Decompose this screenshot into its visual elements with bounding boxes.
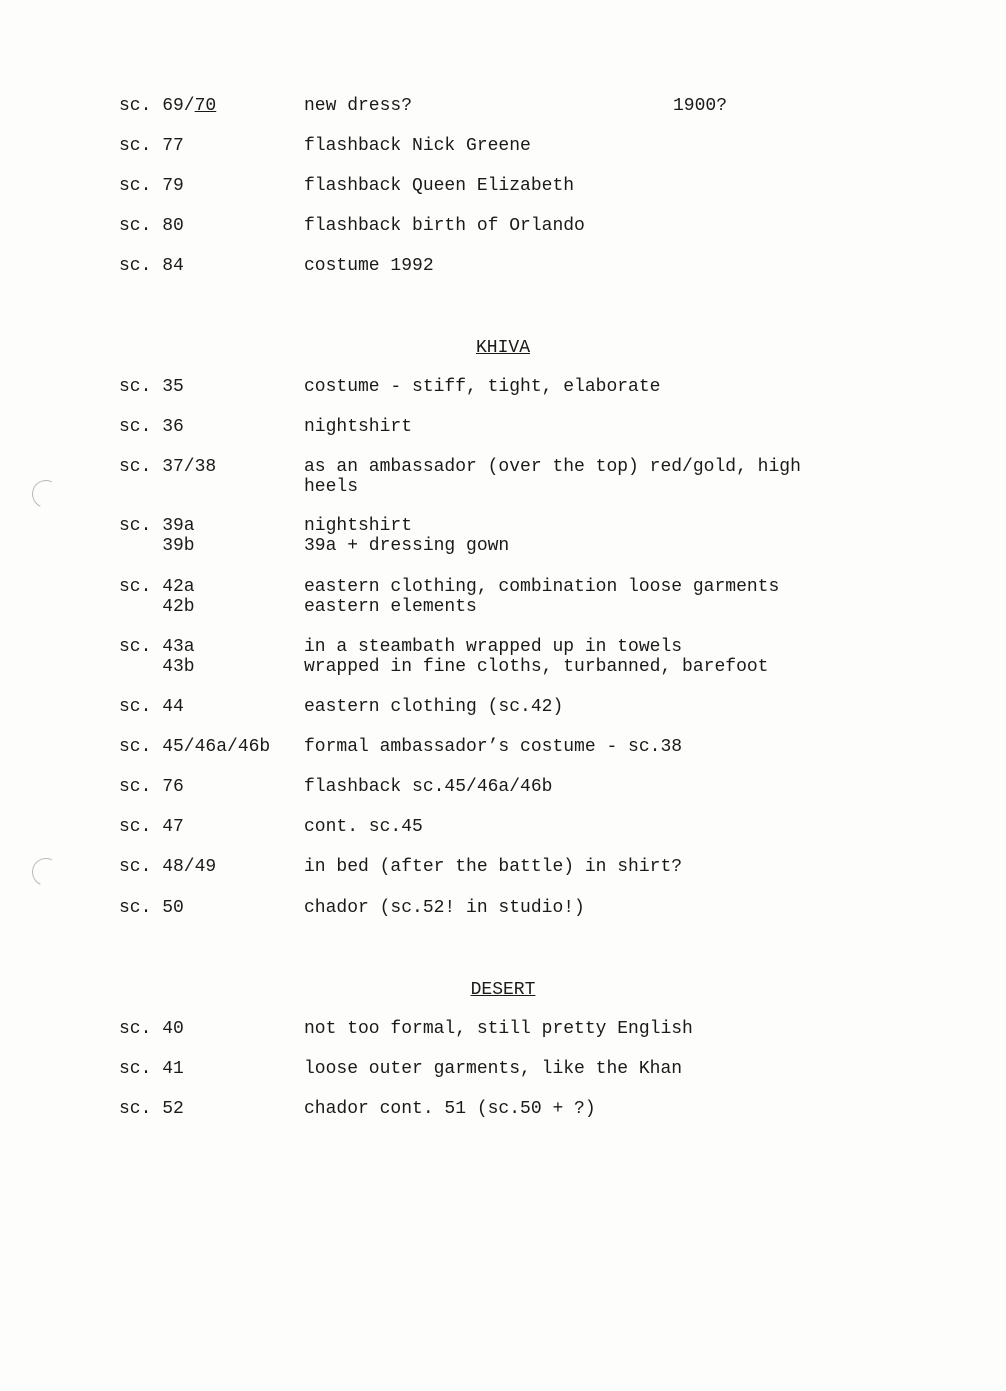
scene-description: formal ambassador’s costume - sc.38 [304, 737, 683, 757]
scene-number: sc. 52 [119, 1099, 184, 1119]
scene-number: sc. 48/49 [119, 857, 217, 877]
scene-description: new dress? [304, 96, 413, 116]
scene-number: sc. 47 [119, 817, 184, 837]
scene-number: sc. 69/70 [119, 96, 217, 116]
scene-description: as an ambassador (over the top) red/gold, high heels [304, 457, 801, 497]
scene-number: sc. 79 [119, 176, 184, 196]
section-heading-khiva: KHIVA [475, 338, 530, 358]
scene-number: sc. 80 [119, 216, 184, 236]
scene-number: sc. 45/46a/46b [119, 737, 271, 757]
scene-number: sc. 84 [119, 256, 184, 276]
scene-year-note: 1900? [673, 96, 728, 116]
scene-description: in a steambath wrapped up in towels wrapped in fine cloths, turbanned, barefoot [304, 637, 769, 677]
scene-description: costume 1992 [304, 256, 434, 276]
scene-description: flashback Queen Elizabeth [304, 176, 575, 196]
scene-description: chador cont. 51 (sc.50 + ?) [304, 1099, 596, 1119]
scene-number: sc. 35 [119, 377, 184, 397]
scene-description: costume - stiff, tight, elaborate [304, 377, 661, 397]
scene-number: sc. 39a 39b [119, 516, 195, 556]
scene-description: in bed (after the battle) in shirt? [304, 857, 683, 877]
scene-number: sc. 40 [119, 1019, 184, 1039]
scene-number: sc. 44 [119, 697, 184, 717]
scene-number: sc. 41 [119, 1059, 184, 1079]
scene-number: sc. 43a 43b [119, 637, 195, 677]
scene-description: nightshirt [304, 417, 413, 437]
scene-description: chador (sc.52! in studio!) [304, 898, 585, 918]
section-heading-desert: DESERT [470, 980, 536, 1000]
scene-description: not too formal, still pretty English [304, 1019, 693, 1039]
scene-number: sc. 77 [119, 136, 184, 156]
scene-number-underlined: 70 [194, 96, 217, 116]
scene-description: flashback birth of Orlando [304, 216, 585, 236]
scene-description: flashback Nick Greene [304, 136, 531, 156]
scene-description: cont. sc.45 [304, 817, 423, 837]
scene-number: sc. 36 [119, 417, 184, 437]
scene-description: nightshirt 39a + dressing gown [304, 516, 510, 556]
scene-description: loose outer garments, like the Khan [304, 1059, 683, 1079]
scene-description: eastern clothing (sc.42) [304, 697, 564, 717]
punch-hole-top [28, 476, 64, 512]
scene-description: eastern clothing, combination loose garments eastern elements [304, 577, 780, 617]
scene-number: sc. 50 [119, 898, 184, 918]
scene-number: sc. 76 [119, 777, 184, 797]
punch-hole-bottom [28, 854, 64, 890]
scene-number: sc. 42a 42b [119, 577, 195, 617]
scene-number: sc. 37/38 [119, 457, 217, 477]
scene-description: flashback sc.45/46a/46b [304, 777, 553, 797]
